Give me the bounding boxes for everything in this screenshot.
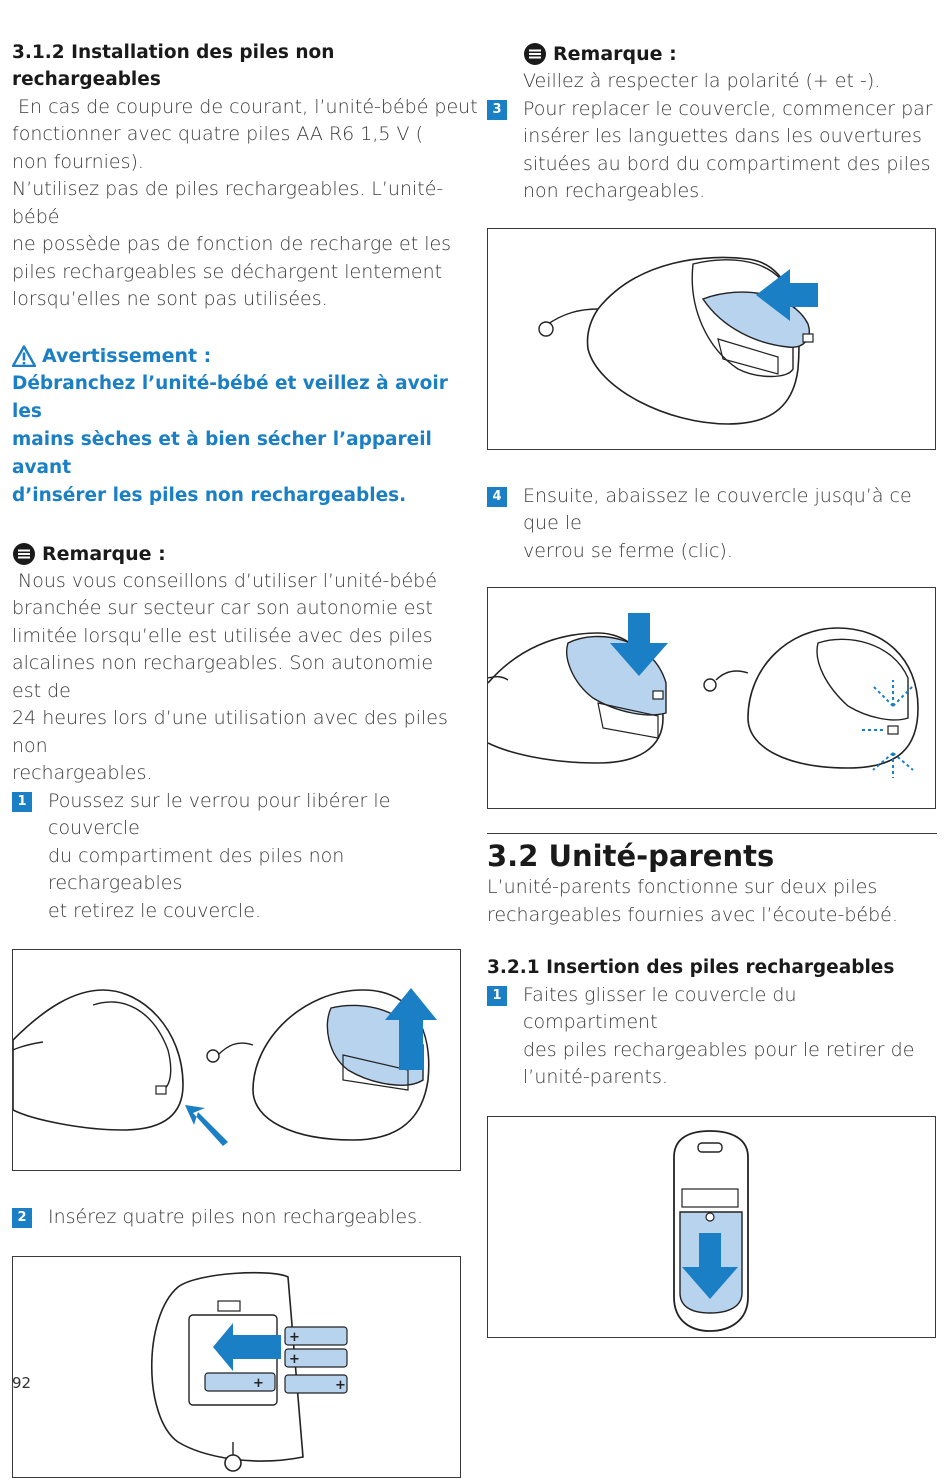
battery-plus-sign: + [335, 1377, 346, 1393]
warning-line: Débranchez l’unité-bébé et veillez à avoir les [12, 372, 448, 422]
note-icon [12, 542, 36, 566]
warning-text [12, 370, 464, 510]
step-line: Poussez sur le verrou pour libérer le couvercle [48, 789, 391, 840]
step-line: verrou se ferme (clic). [523, 539, 733, 562]
note-line: limitée lorsqu’elle est utilisée avec des piles [12, 624, 433, 647]
baby-unit-illustration [13, 950, 460, 1170]
note-line: rechargeables. [12, 762, 153, 785]
step-line: Insérez quatre piles non rechargeables. [48, 1206, 424, 1229]
right-column [487, 40, 937, 1338]
note-line: branchée sur secteur car son autonomie est [12, 597, 433, 620]
intro-line: piles rechargeables se déchargent lentement [12, 260, 443, 283]
section-heading-3-1-2: 3.1.2 Installation des piles non rechargeables [12, 42, 335, 90]
intro-line: lorsqu’elles ne sont pas utilisées. [12, 288, 328, 311]
warning-line: mains sèches et à bien sécher l’appareil avant [12, 428, 432, 478]
intro-line: ne possède pas de fonction de recharge et les [12, 233, 452, 256]
figure-replace-cover [487, 228, 936, 450]
note-heading [523, 40, 937, 68]
note-heading [12, 540, 464, 568]
warning-title: Avertissement : [42, 344, 212, 367]
intro-line: non fournies). [12, 150, 144, 173]
section-intro [487, 874, 937, 929]
step-1 [12, 788, 464, 926]
step-line: Faites glisser le couvercle du compartiment [523, 983, 797, 1034]
section-heading-3-2-1: 3.2.1 Insertion des piles rechargeables [487, 957, 895, 978]
step-5 [487, 982, 937, 1092]
step-line: et retirez le couvercle. [48, 899, 261, 922]
step-line: Ensuite, abaissez le couvercle jusqu’à ce que le [523, 484, 912, 534]
battery-plus-sign: + [289, 1329, 300, 1345]
section-heading-3-2: 3.2 Unité-parents [487, 839, 775, 873]
intro-line: fonctionner avec quatre piles AA R6 1,5 V ( [12, 123, 424, 146]
figure-remove-cover [12, 949, 461, 1171]
battery-plus-sign: + [289, 1351, 300, 1367]
figure-parent-unit-cover [487, 1116, 936, 1338]
step-number-badge: 3 [487, 100, 507, 120]
note-title: Remarque : [553, 43, 677, 65]
step-4 [487, 483, 937, 566]
step-line: insérer les languettes dans les ouvertures [523, 125, 922, 147]
note-title: Remarque : [42, 542, 166, 565]
intro-line: N’utilisez pas de piles rechargeables. L’unité-bébé [12, 178, 444, 228]
step-line: l’unité-parents. [523, 1066, 668, 1089]
note-line: Nous vous conseillons d’utiliser l’unité-bébé [12, 569, 437, 592]
step-number-badge: 2 [12, 1208, 32, 1228]
note-line: alcalines non rechargeables. Son autonomie est de [12, 652, 434, 702]
baby-unit-illustration [488, 588, 935, 808]
battery-compartment-illustration [13, 1257, 460, 1477]
left-column [12, 40, 478, 1478]
step-line: des piles rechargeables pour le retirer de [523, 1038, 915, 1061]
warning-icon [12, 345, 36, 367]
baby-unit-illustration [488, 229, 935, 449]
section-line: L’unité-parents fonctionne sur deux piles [487, 876, 878, 898]
step-3 [487, 96, 937, 206]
step-number-badge: 1 [487, 986, 507, 1006]
step-line: non rechargeables. [523, 180, 706, 202]
step-2 [12, 1204, 464, 1232]
note-line: 24 heures lors d’une utilisation avec des piles non [12, 707, 448, 757]
step-line: Pour replacer le couvercle, commencer par [523, 97, 933, 120]
warning-heading [12, 342, 464, 370]
intro-line: En cas de coupure de courant, l’unité-bébé peut [12, 95, 478, 118]
note-paragraph [12, 568, 464, 788]
step-line: situées au bord du compartiment des piles [523, 152, 931, 175]
section-line: rechargeables fournies avec l’écoute-bébé. [487, 903, 898, 926]
page-number: 92 [12, 1374, 32, 1392]
step-number-badge: 4 [487, 487, 507, 507]
step-number-badge: 1 [12, 792, 32, 812]
warning-line: d’insérer les piles non rechargeables. [12, 484, 407, 506]
step-line: du compartiment des piles non rechargeables [48, 844, 345, 895]
note-icon [523, 42, 547, 66]
battery-plus-sign: + [253, 1375, 264, 1391]
intro-paragraph [12, 94, 478, 314]
note-paragraph [523, 68, 937, 96]
figure-insert-batteries [12, 1256, 461, 1478]
note-line: Veillez à respecter la polarité (+ et -). [523, 70, 881, 92]
figure-close-cover [487, 587, 936, 809]
parent-unit-illustration [488, 1117, 935, 1337]
